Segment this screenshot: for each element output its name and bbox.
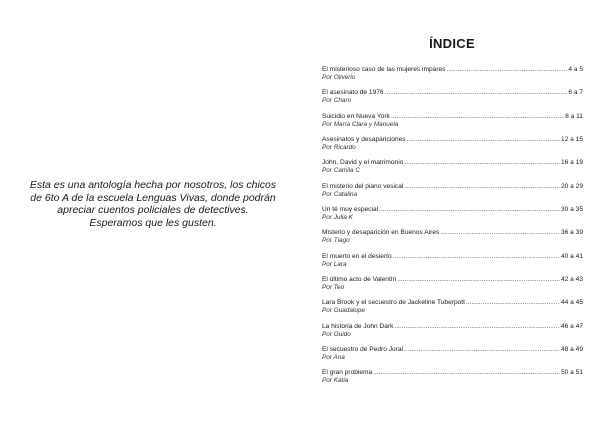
story-author: Por Ana xyxy=(322,354,345,362)
index-entry xyxy=(322,276,583,299)
page-range: 16 a 19 xyxy=(561,159,583,167)
dot-leader xyxy=(373,369,560,377)
page-range: 40 a 41 xyxy=(561,252,583,260)
story-author: Por Julia K xyxy=(322,214,353,222)
intro-line: Esta es una antología hecha por nosotros, los chicos xyxy=(29,179,277,191)
story-title: El secuestro de Pedro Joral xyxy=(322,346,403,354)
story-title: La historia de John Dark xyxy=(322,322,394,330)
index-entry-line xyxy=(322,66,583,74)
page-range: 48 a 49 xyxy=(561,346,583,354)
dot-leader xyxy=(397,276,560,284)
dot-leader xyxy=(404,346,560,354)
dot-leader xyxy=(391,113,564,121)
story-author: Por Camila C xyxy=(322,167,360,175)
index-entry-line xyxy=(322,369,583,377)
index-entry-line xyxy=(322,113,583,121)
index-entry-line xyxy=(322,253,583,261)
dot-leader xyxy=(404,159,560,167)
story-title: Lara Brook y el secuestro de Jackeline Tuberpott xyxy=(322,299,465,307)
page-range: 50 a 51 xyxy=(561,369,583,377)
index-entry-line xyxy=(322,276,583,284)
story-author: Por Oliverio xyxy=(322,74,356,81)
page-range: 42 a 43 xyxy=(561,276,583,284)
story-author: Por Lara xyxy=(322,260,347,268)
story-author: Por Charo xyxy=(322,97,352,105)
story-author: Por Tiago xyxy=(322,237,350,245)
index-entry xyxy=(322,206,583,229)
index-entry-line xyxy=(322,323,583,331)
index-entry xyxy=(322,229,583,252)
page-range: 4 a 5 xyxy=(568,66,583,73)
index-entry xyxy=(322,89,583,112)
index-entry-line xyxy=(322,346,583,354)
dot-leader xyxy=(393,253,560,261)
dot-leader xyxy=(404,183,560,191)
index-entry-line xyxy=(322,136,583,144)
index-entry xyxy=(322,369,583,392)
story-author: Por Guido xyxy=(322,330,351,338)
intro-paragraph xyxy=(18,179,288,229)
dot-leader xyxy=(394,323,560,331)
index-title: ÍNDICE xyxy=(429,36,475,51)
index-entry xyxy=(322,323,583,346)
index-entry xyxy=(322,136,583,159)
index-entry-line xyxy=(322,159,583,167)
dot-leader xyxy=(407,136,560,144)
index-entry-line xyxy=(322,229,583,237)
story-title: Asesinatos y desapariciones xyxy=(322,136,406,144)
page-range: 36 a 39 xyxy=(561,229,583,237)
index-entry-line xyxy=(322,183,583,191)
page-range: 46 a 47 xyxy=(561,322,583,330)
story-title: El último acto de Valentín xyxy=(322,276,397,284)
story-title: Misterio y desaparición en Buenos Aires xyxy=(322,229,440,237)
story-author: Por Teo xyxy=(322,284,345,292)
story-author: Por María Clara y Manuela xyxy=(322,120,399,128)
index-list xyxy=(322,66,583,393)
story-title: John, David y el matrimonio xyxy=(322,159,404,167)
page-range: 44 a 45 xyxy=(561,299,583,307)
dot-leader xyxy=(385,89,568,97)
dot-leader xyxy=(440,229,560,237)
dot-leader xyxy=(379,206,560,214)
index-entry-line xyxy=(322,89,583,97)
index-entry xyxy=(322,159,583,182)
index-entry xyxy=(322,299,583,322)
story-author: Por Catalina xyxy=(322,190,358,198)
story-title: El gran problema xyxy=(322,369,373,377)
index-entry xyxy=(322,253,583,276)
index-entry-line xyxy=(322,206,583,214)
story-author: Por Ricardo xyxy=(322,144,356,152)
story-author: Por Katia xyxy=(322,377,349,385)
story-title: El misterio del piano vesical xyxy=(322,182,404,190)
intro-line: apreciar cuentos policiales de detectives. xyxy=(57,204,249,217)
story-title: El asesinato de 1976 xyxy=(322,89,384,97)
index-entry xyxy=(322,183,583,206)
page-range: 8 a 11 xyxy=(565,112,583,120)
index-entry-line xyxy=(322,299,583,307)
intro-line: Esperamos que les gusten. xyxy=(89,216,217,229)
story-title: El muerto en el desierto xyxy=(322,252,392,260)
index-entry xyxy=(322,346,583,369)
story-title: Un té muy especial xyxy=(322,206,379,214)
page-range: 20 a 29 xyxy=(561,182,583,190)
index-entry xyxy=(322,66,583,89)
story-author: Por Guadalupe xyxy=(322,307,365,315)
index-entry xyxy=(322,113,583,136)
intro-line: de 6to A de la escuela Lenguas Vivas, donde podrán xyxy=(30,191,276,204)
story-title: Suicidio en Nueva York xyxy=(322,112,390,120)
dot-leader xyxy=(466,299,560,307)
page-range: 6 a 7 xyxy=(568,89,583,97)
story-title: El misterioso caso de las mujeres impares xyxy=(322,66,446,73)
dot-leader xyxy=(447,66,568,74)
page-range: 12 a 15 xyxy=(561,136,583,144)
right-page xyxy=(300,0,600,424)
page-range: 30 a 35 xyxy=(561,206,583,214)
